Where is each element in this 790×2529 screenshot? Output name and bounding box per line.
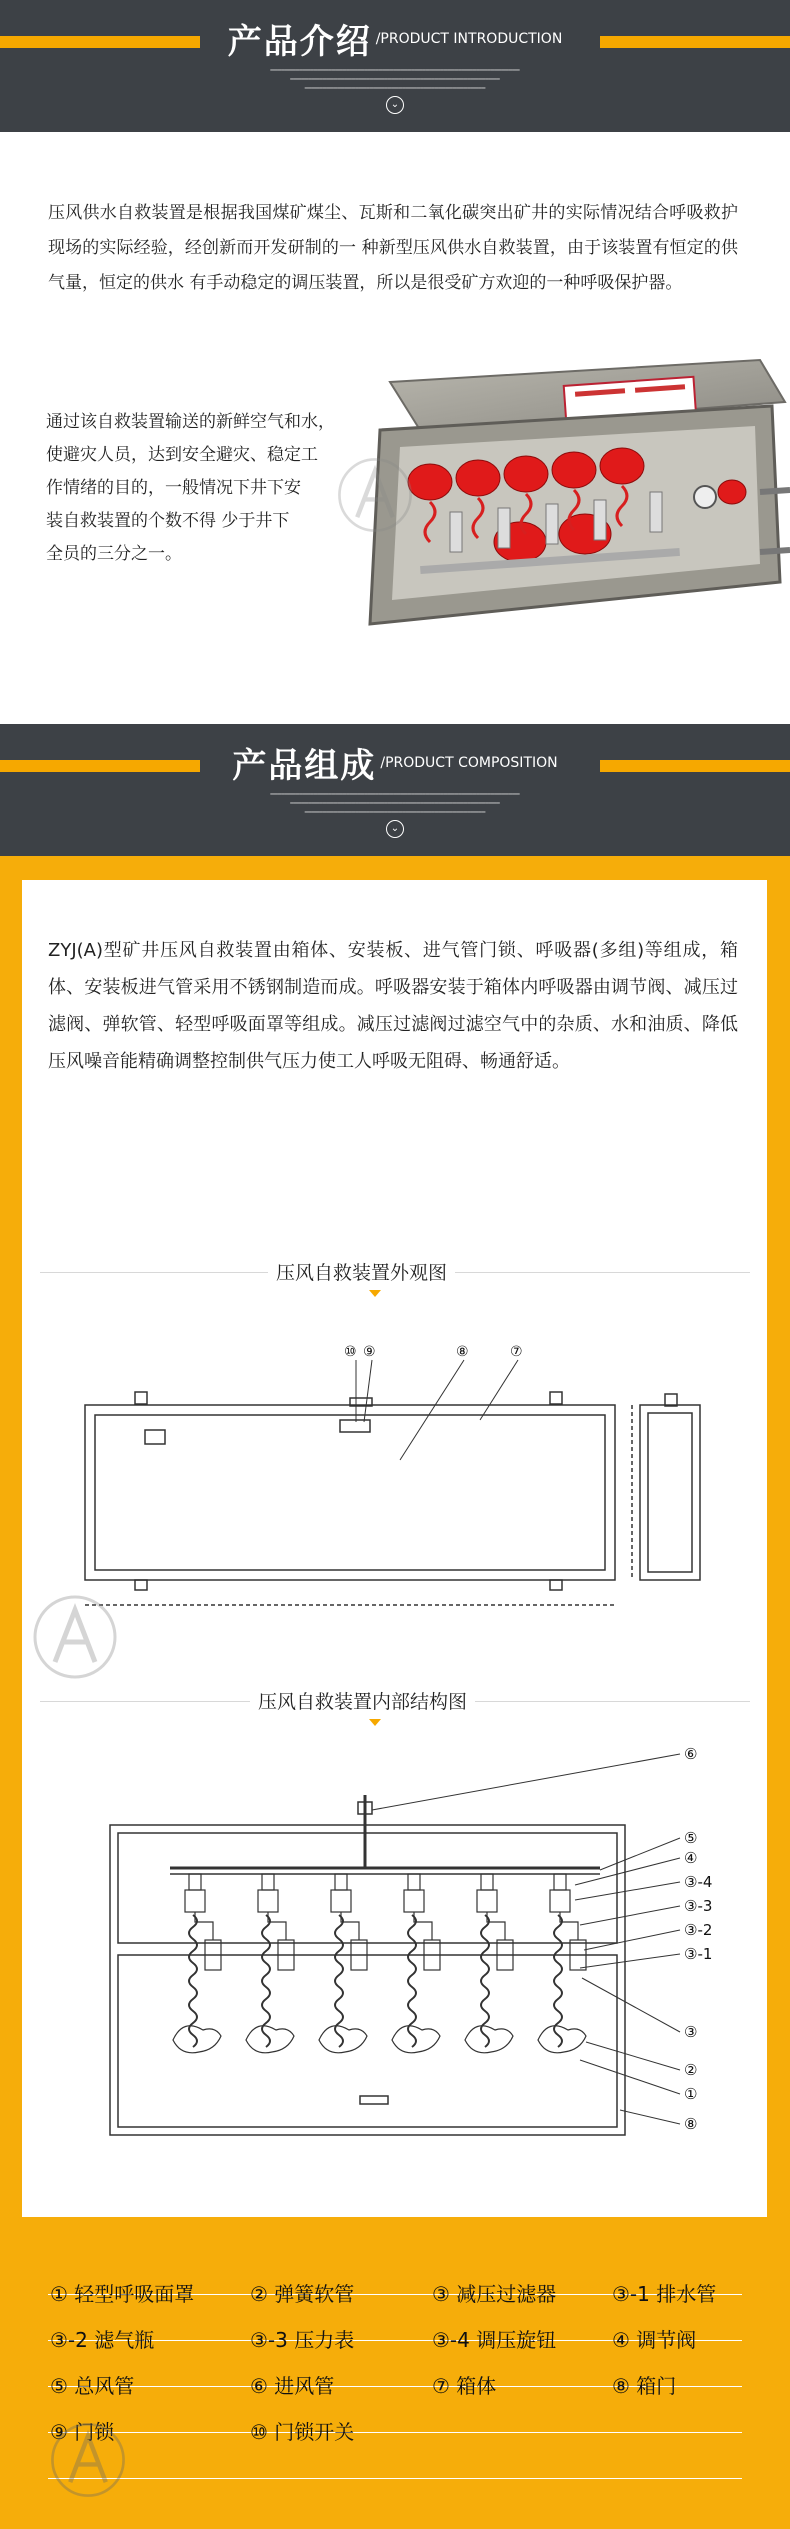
intro-line: 作情绪的目的，一般情况下井下安 [46,478,301,498]
accent-marker [369,1719,381,1726]
legend-item: ⑨ 门锁 [50,2420,115,2444]
intro-line: 通过该自救装置输送的新鲜空气和水， [46,412,335,432]
legend-item: ⑩ 门锁开关 [250,2420,355,2444]
callout-8b: ⑧ [684,2115,698,2133]
callout-6: ⑥ [684,1745,698,1763]
composition-title-en: /PRODUCT COMPOSITION [380,754,558,771]
header-fine-print: ━━━━━━━━━━━━━━━━━━━━━━━━━━━━━━━━━━━━━━━━━━━━━━━━━━━━━━━━━━━━━━━━━━━━━ ━━━━━━━━━━━━━━━━━━━━━━━━━━━━━━━━━━━━━━━━━━━━━━━━━━━━━━━━━━ ━━━━━━━━━━━━━━━━━━━━━━━━━━━━━━━━━━━━━━━━━━━━━━━━━━ [270,791,520,816]
legend-item: ⑥ 进风管 [250,2374,335,2398]
internal-structure-diagram [60,1740,750,2160]
intro-header [0,0,790,132]
composition-title-zh: 产品组成 [232,746,377,786]
legend-item: ② 弹簧软管 [250,2282,355,2306]
header-fine-print: ━━━━━━━━━━━━━━━━━━━━━━━━━━━━━━━━━━━━━━━━━━━━━━━━━━━━━━━━━━━━━━━━━━━━━ ━━━━━━━━━━━━━━━━━━━━━━━━━━━━━━━━━━━━━━━━━━━━━━━━━━━━━━━━━━ ━━━━━━━━━━━━━━━━━━━━━━━━━━━━━━━━━━━━━━━━━━━━━━━━━━ [270,67,520,92]
legend-item: ⑧ 箱门 [612,2374,677,2398]
legend-item: ⑦ 箱体 [432,2374,497,2398]
legend-item: ③-4 调压旋钮 [432,2328,557,2352]
intro-line: 全员的三分之一。 [46,544,182,564]
watermark-logo [30,1592,120,1682]
chevron-down-icon: ⌄ [386,96,404,114]
product-photo [360,352,790,652]
callout-4: ④ [684,1849,698,1867]
diagram1-title: 压风自救装置外观图 [268,1258,455,1285]
callout-3-1: ③-1 [684,1945,713,1963]
callout-2: ② [684,2061,698,2079]
callout-10: ⑩ [344,1344,357,1360]
exterior-diagram [60,1330,750,1620]
composition-paragraph: ZYJ(A)型矿井压风自救装置由箱体、安装板、进气管门锁、呼吸器(多组)等组成，箱体、安装板进气管采用不锈钢制造而成。呼吸器安装于箱体内呼吸器由调节阀、减压过滤阀、弹软管、轻型呼吸面罩等组成。减压过滤阀过滤空气中的杂质、水和油质、降低压风噪音能精确调整控制供气压力使工人呼吸无阻碍、畅通舒适。 [48,940,738,1072]
legend-item: ③ 减压过滤器 [432,2282,557,2306]
legend-item: ③-1 排水管 [612,2282,717,2306]
legend-item: ① 轻型呼吸面罩 [50,2282,195,2306]
callout-7: ⑦ [510,1344,523,1360]
callout-5: ⑤ [684,1829,698,1847]
legend-divider [48,2432,742,2433]
intro-paragraph-1: 压风供水自救装置是根据我国煤矿煤尘、瓦斯和二氧化碳突出矿井的实际情况结合呼吸救护现场的实际经验，经创新而开发研制的一 种新型压风供水自救装置，由于该装置有恒定的供气量，恒定的供水 有手动稳定的调压装置，所以是很受矿方欢迎的一种呼吸保护器。 [48,203,738,293]
watermark-logo [48,2420,128,2500]
composition-header [0,724,790,856]
accent-marker [369,1290,381,1297]
legend-item: ⑤ 总风管 [50,2374,135,2398]
legend-item: ③-2 滤气瓶 [50,2328,155,2352]
callout-3-4: ③-4 [684,1873,713,1891]
diagram2-title: 压风自救装置内部结构图 [250,1687,475,1714]
watermark-logo [335,455,415,535]
legend-item: ④ 调节阀 [612,2328,697,2352]
composition-title [0,738,790,787]
intro-line: 装自救装置的个数不得 少于井下 [46,511,290,531]
legend-item: ③-3 压力表 [250,2328,355,2352]
callout-1: ① [684,2085,698,2103]
callout-8: ⑧ [456,1344,469,1360]
intro-line: 使避灾人员，达到安全避灾、稳定工 [46,445,318,465]
chevron-down-icon: ⌄ [386,820,404,838]
respirator-groups [173,1874,586,2053]
callout-3-2: ③-2 [684,1921,713,1939]
callout-3-3: ③-3 [684,1897,713,1915]
intro-title-zh: 产品介绍 [227,22,372,62]
intro-title [0,14,790,63]
callout-3: ③ [684,2023,698,2041]
callout-9: ⑨ [363,1344,376,1360]
legend-divider [48,2478,742,2479]
intro-title-en: /PRODUCT INTRODUCTION [375,30,563,47]
